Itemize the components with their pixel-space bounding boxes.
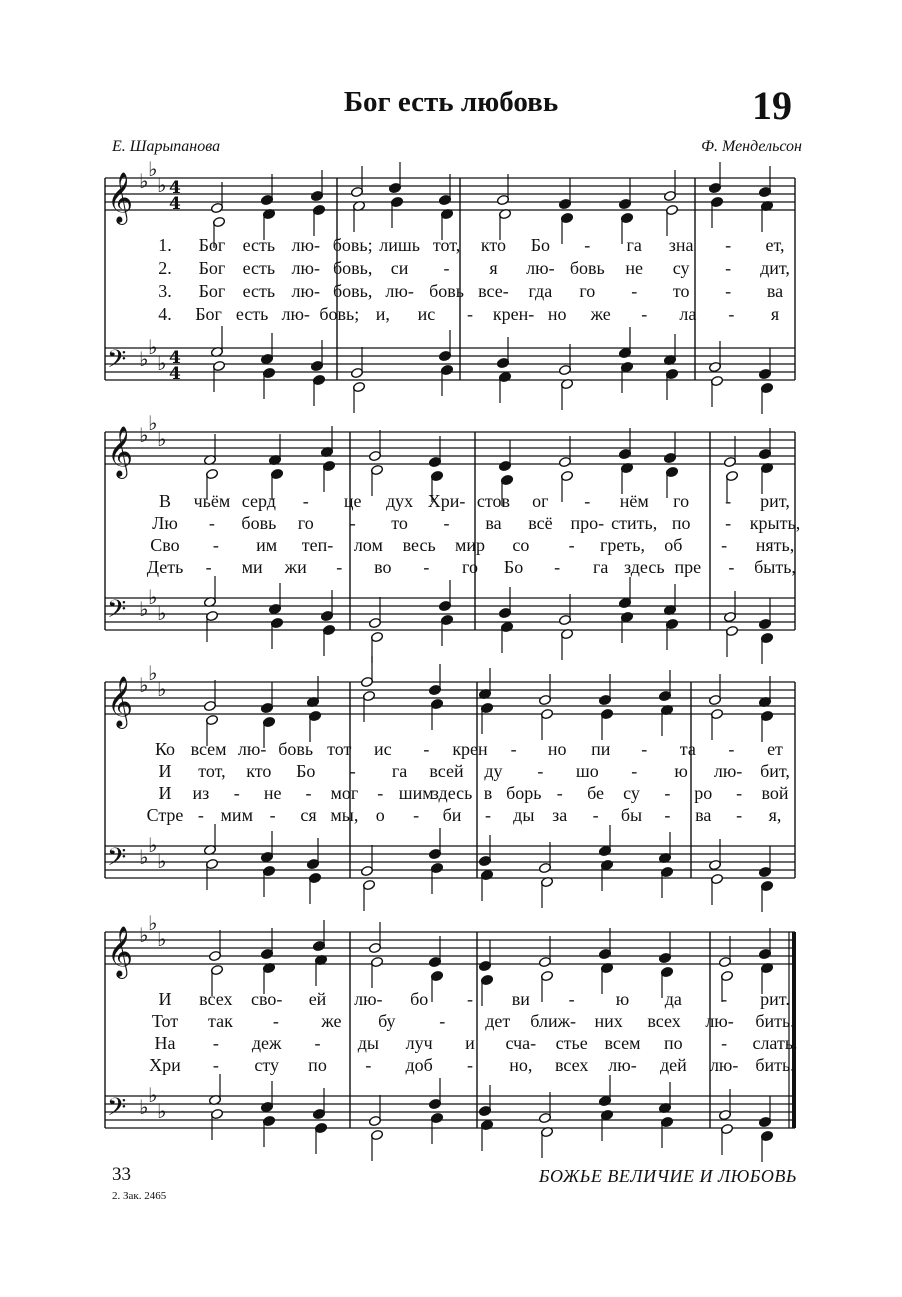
lyric-syllable: весь: [402, 535, 436, 555]
bass-staff: [105, 1083, 795, 1128]
lyric-syllable: -: [302, 491, 309, 511]
lyric-syllable: по: [664, 1033, 683, 1053]
lyric-syllable: Хри: [149, 1055, 181, 1075]
lyric-syllable: гда: [528, 281, 553, 301]
lyric-syllable: -: [664, 783, 671, 803]
time-signature: 4: [169, 364, 181, 384]
lyric-syllable: ви: [511, 989, 530, 1009]
lyric-syllable: бить.: [755, 1055, 795, 1075]
lyric-syllable: слать.: [752, 1033, 798, 1053]
lyric-syllable: 1.: [158, 235, 172, 255]
lyric-syllable: не: [263, 783, 282, 803]
lyric-syllable: всем: [190, 739, 227, 759]
lyric-syllable: -: [467, 1055, 473, 1075]
lyric-syllable: -: [592, 805, 599, 825]
lyric-syllable: Ко: [154, 739, 176, 759]
lyric-syllable: ей: [308, 989, 327, 1009]
lyric-syllable: -: [736, 805, 743, 825]
lyric-syllable: бовь: [278, 739, 314, 759]
lyric-syllable: -: [314, 1033, 321, 1053]
lyric-syllable: по: [671, 513, 691, 533]
lyric-syllable: -: [725, 281, 732, 301]
lyric-syllable: ва: [485, 513, 502, 533]
lyric-syllable: -: [205, 557, 212, 577]
lyric-syllable: Тот: [151, 1011, 179, 1031]
lyric-line-2: [105, 1011, 795, 1031]
lyric-syllable: -: [212, 1055, 219, 1075]
lyric-syllable: -: [233, 783, 240, 803]
lyric-syllable: за: [552, 805, 568, 825]
lyric-line-1: [105, 491, 795, 511]
lyric-syllable: -: [484, 805, 491, 825]
lyric-line-4: [105, 1055, 795, 1075]
lyric-syllable: крен: [452, 739, 488, 759]
lyric-syllable: но,: [509, 1055, 533, 1075]
lyric-syllable: -: [510, 739, 517, 759]
flat-sign-icon: ♭: [148, 585, 158, 609]
flat-sign-icon: ♭: [157, 1099, 167, 1123]
flat-sign-icon: ♭: [148, 833, 158, 857]
bass-clef-icon: 𝄢: [107, 843, 127, 878]
bass-clef-icon: 𝄢: [107, 1093, 127, 1128]
time-signature: 4: [169, 178, 181, 198]
lyric-syllable: но: [547, 304, 567, 324]
lyric-syllable: -: [439, 1011, 446, 1031]
lyric-syllable: всей: [429, 761, 464, 781]
lyric-syllable: кто: [246, 761, 272, 781]
treble-staff: [105, 411, 795, 479]
lyric-syllable: дух: [386, 491, 414, 511]
flat-sign-icon: ♭: [157, 927, 167, 951]
lyric-syllable: -: [725, 491, 732, 511]
lyric-syllable: лю-: [705, 1011, 734, 1031]
lyric-syllable: бу: [378, 1011, 396, 1031]
bass-clef-icon: 𝄢: [107, 595, 127, 630]
lyric-syllable: ближ-: [530, 1011, 577, 1031]
lyric-syllable: стить,: [611, 513, 658, 533]
treble-staff: [105, 911, 795, 979]
lyric-syllable: И: [158, 783, 172, 803]
flat-sign-icon: ♭: [139, 423, 149, 447]
flat-sign-icon: ♭: [139, 673, 149, 697]
lyric-syllable: го: [462, 557, 478, 577]
lyric-syllable: чьём: [193, 491, 231, 511]
lyric-syllable: нять,: [755, 535, 795, 555]
lyric-syllable: бы: [620, 805, 643, 825]
lyric-syllable: греть,: [600, 535, 645, 555]
lyric-syllable: ды: [513, 805, 535, 825]
time-signature: 4: [169, 348, 181, 368]
lyric-syllable: всем: [604, 1033, 641, 1053]
lyric-syllable: стье: [555, 1033, 588, 1053]
lyric-syllable: лишь: [379, 235, 420, 255]
lyric-syllable: теп-: [301, 535, 334, 555]
lyric-syllable: зна: [668, 235, 694, 255]
lyric-syllable: бовь;: [332, 235, 373, 255]
lyric-syllable: не: [625, 258, 644, 278]
lyric-syllable: ог: [532, 491, 549, 511]
flat-sign-icon: ♭: [139, 597, 149, 621]
lyric-syllable: -: [725, 235, 732, 255]
lyric-syllable: лю-: [608, 1055, 637, 1075]
lyric-syllable: сча-: [505, 1033, 537, 1053]
lyric-syllable: да: [664, 989, 682, 1009]
lyric-line-1: [105, 739, 795, 759]
bass-clef-icon: 𝄢: [107, 345, 127, 380]
flat-sign-icon: ♭: [157, 427, 167, 451]
lyric-syllable: су: [623, 783, 640, 803]
lyric-line-1: [105, 989, 795, 1009]
lyric-syllable: -: [377, 783, 384, 803]
lyric-syllable: по: [308, 1055, 327, 1075]
lyric-syllable: мим: [220, 805, 253, 825]
lyric-syllable: дей: [659, 1055, 687, 1075]
lyric-syllable: я: [489, 258, 498, 278]
lyric-syllable: -: [728, 557, 735, 577]
lyric-syllable: есть: [242, 258, 276, 278]
lyric-syllable: лю-: [291, 235, 320, 255]
lyric-syllable: Стре: [146, 805, 184, 825]
lyric-syllable: -: [556, 783, 563, 803]
lyric-line-2: [105, 513, 801, 533]
lyric-syllable: пи: [591, 739, 611, 759]
lyric-syllable: лю-: [291, 258, 320, 278]
lyric-syllable: есть: [242, 235, 276, 255]
lyric-syllable: я,: [768, 805, 782, 825]
lyric-syllable: об: [664, 535, 683, 555]
lyric-syllable: всё: [528, 513, 553, 533]
lyric-syllable: -: [467, 304, 473, 324]
lyric-syllable: и,: [375, 304, 390, 324]
lyric-syllable: -: [537, 761, 544, 781]
lyric-syllable: бовь,: [333, 281, 373, 301]
lyric-syllable: си: [390, 258, 409, 278]
lyric-syllable: дит,: [760, 258, 790, 278]
lyric-syllable: всех: [199, 989, 233, 1009]
lyric-syllable: го: [579, 281, 596, 301]
lyric-syllable: Бо: [296, 761, 316, 781]
lyric-syllable: так: [208, 1011, 233, 1031]
lyric-syllable: Бог: [195, 304, 222, 324]
lyric-syllable: лю-: [237, 739, 267, 759]
lyric-syllable: бовь: [429, 281, 464, 301]
treble-clef-icon: 𝄞: [107, 926, 134, 977]
lyric-syllable: -: [631, 281, 638, 301]
lyric-syllable: луч: [405, 1033, 433, 1053]
lyric-syllable: -: [305, 783, 312, 803]
lyric-syllable: дет: [485, 1011, 511, 1031]
lyric-syllable: ду: [484, 761, 503, 781]
lyric-line-3: [105, 783, 795, 803]
lyric-syllable: И: [158, 989, 172, 1009]
music-system-4: [105, 911, 798, 1158]
section-title: БОЖЬЕ ВЕЛИЧИЕ И ЛЮБОВЬ: [538, 1166, 797, 1186]
flat-sign-icon: ♭: [148, 157, 158, 181]
lyric-syllable: жи: [284, 557, 307, 577]
time-signature: 4: [169, 194, 181, 214]
lyric-syllable: -: [664, 805, 671, 825]
lyric-line-3: [105, 535, 795, 555]
lyric-syllable: ю: [674, 761, 688, 781]
lyric-syllable: доб: [405, 1055, 433, 1075]
lyric-syllable: га: [626, 235, 642, 255]
lyric-syllable: мир: [454, 535, 486, 555]
lyric-line-2: [105, 761, 795, 781]
lyric-syllable: Бог: [198, 258, 226, 278]
lyric-syllable: есть: [242, 281, 276, 301]
lyric-syllable: бе: [587, 783, 605, 803]
lyric-line-3: [105, 1033, 798, 1053]
flat-sign-icon: ♭: [139, 1095, 149, 1119]
lyric-syllable: лю-: [526, 258, 555, 278]
lyric-syllable: 3.: [158, 281, 172, 301]
lyric-syllable: -: [365, 1055, 372, 1075]
page-number: 33: [112, 1164, 131, 1185]
hymn-title: Бог есть любовь: [343, 86, 559, 118]
lyric-syllable: кто: [480, 235, 507, 255]
lyric-syllable: -: [272, 1011, 279, 1031]
lyric-syllable: -: [554, 557, 561, 577]
lyric-syllable: -: [641, 739, 648, 759]
flat-sign-icon: ♭: [139, 347, 149, 371]
lyric-syllable: -: [349, 761, 356, 781]
lyric-syllable: -: [443, 258, 450, 278]
lyric-syllable: бовь;: [319, 304, 360, 324]
lyric-syllable: борь: [506, 783, 542, 803]
flat-sign-icon: ♭: [139, 845, 149, 869]
flat-sign-icon: ♭: [148, 335, 158, 359]
lyric-syllable: бовь: [569, 258, 605, 278]
lyric-syllable: здесь: [623, 557, 665, 577]
lyric-syllable: рит,: [760, 491, 790, 511]
lyric-syllable: то: [391, 513, 408, 533]
lyric-syllable: шим: [398, 783, 434, 803]
flat-sign-icon: ♭: [148, 911, 158, 935]
lyric-syllable: но: [547, 739, 567, 759]
lyric-syllable: крен-: [492, 304, 535, 324]
lyric-syllable: -: [721, 1033, 728, 1053]
lyric-syllable: Деть: [146, 557, 184, 577]
treble-clef-icon: 𝄞: [107, 426, 134, 477]
lyric-syllable: я: [770, 304, 780, 324]
lyric-syllable: -: [641, 304, 648, 324]
lyric-syllable: тот: [327, 739, 352, 759]
lyric-syllable: них: [594, 1011, 623, 1031]
lyric-syllable: су: [672, 258, 690, 278]
lyric-syllable: -: [568, 535, 575, 555]
lyric-syllable: в: [483, 783, 493, 803]
flat-sign-icon: ♭: [139, 169, 149, 193]
lyric-syllable: серд: [241, 491, 276, 511]
lyric-syllable: -: [725, 258, 732, 278]
lyric-syllable: -: [721, 535, 728, 555]
lyric-syllable: -: [443, 513, 450, 533]
lyric-syllable: та: [679, 739, 696, 759]
flat-sign-icon: ♭: [139, 923, 149, 947]
lyric-syllable: пре: [674, 557, 702, 577]
lyric-syllable: лю-: [281, 304, 310, 324]
flat-sign-icon: ♭: [148, 1083, 158, 1107]
lyric-syllable: и: [465, 1033, 475, 1053]
lyric-syllable: -: [269, 805, 276, 825]
lyric-syllable: Бог: [198, 281, 226, 301]
lyric-syllable: Бо: [530, 235, 551, 255]
lyric-syllable: -: [349, 513, 356, 533]
lyric-syllable: бовь,: [333, 258, 373, 278]
hymn-number: 19: [752, 83, 792, 128]
lyric-line-4: [105, 805, 795, 825]
lyric-syllable: ет,: [765, 235, 785, 255]
lyric-syllable: сво-: [250, 989, 283, 1009]
lyric-syllable: лю-: [385, 281, 414, 301]
lyric-syllable: про-: [570, 513, 605, 533]
lyric-syllable: деж: [251, 1033, 282, 1053]
lyric-syllable: И: [158, 761, 172, 781]
lyric-syllable: В: [158, 491, 172, 511]
lyric-syllable: -: [728, 304, 735, 324]
lyric-syllable: 4.: [158, 304, 172, 324]
lyric-syllable: быть,: [754, 557, 796, 577]
lyric-syllable: мог: [330, 783, 359, 803]
lyric-syllable: бит,: [760, 761, 790, 781]
lyric-syllable: о: [375, 805, 385, 825]
lyric-syllable: лю-: [713, 761, 743, 781]
lyric-syllable: ро: [694, 783, 713, 803]
lyric-syllable: -: [336, 557, 343, 577]
lyric-syllable: мы,: [330, 805, 359, 825]
lyric-syllable: лю-: [291, 281, 320, 301]
lyric-syllable: -: [197, 805, 204, 825]
lyric-syllable: -: [725, 513, 732, 533]
lyric-syllable: ла: [679, 304, 697, 324]
lyric-syllable: всех: [554, 1055, 589, 1075]
lyric-syllable: стов: [476, 491, 511, 511]
lyric-syllable: вой: [761, 783, 789, 803]
lyric-syllable: Бо: [503, 557, 524, 577]
lyric-syllable: Хри-: [427, 491, 466, 511]
lyric-syllable: -: [736, 783, 743, 803]
flat-sign-icon: ♭: [157, 351, 167, 375]
lyric-line-3: [105, 281, 795, 301]
lyric-line-4: [105, 557, 795, 577]
lyric-syllable: Бог: [198, 235, 226, 255]
lyric-syllable: -: [584, 491, 591, 511]
flat-sign-icon: ♭: [157, 601, 167, 625]
flat-sign-icon: ♭: [148, 661, 158, 685]
flat-sign-icon: ♭: [148, 411, 158, 435]
lyric-syllable: есть: [235, 304, 269, 324]
treble-clef-icon: 𝄞: [107, 676, 134, 727]
lyric-line-4: [105, 304, 795, 324]
lyric-syllable: во: [374, 557, 392, 577]
lyric-syllable: бо: [410, 989, 429, 1009]
lyric-syllable: все-: [478, 281, 509, 301]
lyric-syllable: же: [321, 1011, 342, 1031]
lyric-syllable: ва: [766, 281, 784, 301]
lyric-syllable: -: [212, 1033, 219, 1053]
lyric-syllable: лом: [353, 535, 383, 555]
lyric-syllable: На: [154, 1033, 176, 1053]
lyric-syllable: би: [442, 805, 462, 825]
lyric-syllable: ми: [241, 557, 263, 577]
lyric-syllable: -: [208, 513, 215, 533]
lyric-syllable: га: [391, 761, 408, 781]
lyric-syllable: же: [590, 304, 611, 324]
lyric-syllable: тот,: [198, 761, 226, 781]
lyric-syllable: сту: [254, 1055, 279, 1075]
lyric-syllable: -: [631, 761, 638, 781]
lyric-syllable: лю-: [709, 1055, 739, 1075]
lyric-syllable: лю-: [354, 989, 383, 1009]
lyric-line-1: [105, 235, 795, 255]
lyric-syllable: всех: [647, 1011, 681, 1031]
lyric-syllable: рит.: [760, 989, 790, 1009]
lyric-syllable: га: [593, 557, 609, 577]
lyric-syllable: бить.: [755, 1011, 795, 1031]
lyricist: Е. Шарыпанова: [112, 138, 221, 155]
lyric-syllable: из: [192, 783, 210, 803]
lyric-syllable: -: [413, 805, 420, 825]
lyric-syllable: им: [256, 535, 278, 555]
lyric-syllable: нём: [619, 491, 649, 511]
flat-sign-icon: ♭: [157, 173, 167, 197]
lyric-syllable: -: [212, 535, 219, 555]
lyric-syllable: тот,: [432, 235, 461, 255]
lyric-syllable: го: [673, 491, 690, 511]
lyric-syllable: ва: [695, 805, 712, 825]
lyric-syllable: ис: [417, 304, 436, 324]
music-system-2: [105, 411, 801, 658]
order-number: 2. Зак. 2465: [112, 1190, 167, 1202]
lyric-syllable: шо: [575, 761, 599, 781]
lyric-syllable: це: [343, 491, 362, 511]
lyric-syllable: то: [672, 281, 690, 301]
lyric-syllable: крыть,: [749, 513, 801, 533]
lyric-syllable: -: [568, 989, 575, 1009]
lyric-line-2: [105, 258, 795, 278]
music-system-3: [105, 661, 795, 908]
lyric-syllable: Сво: [150, 535, 180, 555]
composer: Ф. Мендельсон: [701, 138, 802, 155]
flat-sign-icon: ♭: [157, 677, 167, 701]
lyric-syllable: ет: [767, 739, 783, 759]
lyric-syllable: 2.: [158, 258, 172, 278]
lyric-syllable: здесь: [431, 783, 473, 803]
lyric-syllable: го: [297, 513, 314, 533]
lyric-syllable: бовь: [241, 513, 277, 533]
lyric-syllable: -: [584, 235, 591, 255]
lyric-syllable: -: [728, 739, 735, 759]
flat-sign-icon: ♭: [157, 849, 167, 873]
lyric-syllable: -: [423, 557, 430, 577]
music-system-1: [105, 157, 795, 410]
lyric-syllable: -: [721, 989, 728, 1009]
lyric-syllable: ся: [300, 805, 317, 825]
lyric-syllable: со: [512, 535, 530, 555]
treble-clef-icon: 𝄞: [107, 172, 134, 223]
lyric-syllable: -: [467, 989, 473, 1009]
lyric-syllable: ды: [357, 1033, 379, 1053]
lyric-syllable: ис: [374, 739, 392, 759]
lyric-syllable: -: [423, 739, 430, 759]
lyric-syllable: Лю: [152, 513, 178, 533]
lyric-syllable: ю: [615, 989, 630, 1009]
